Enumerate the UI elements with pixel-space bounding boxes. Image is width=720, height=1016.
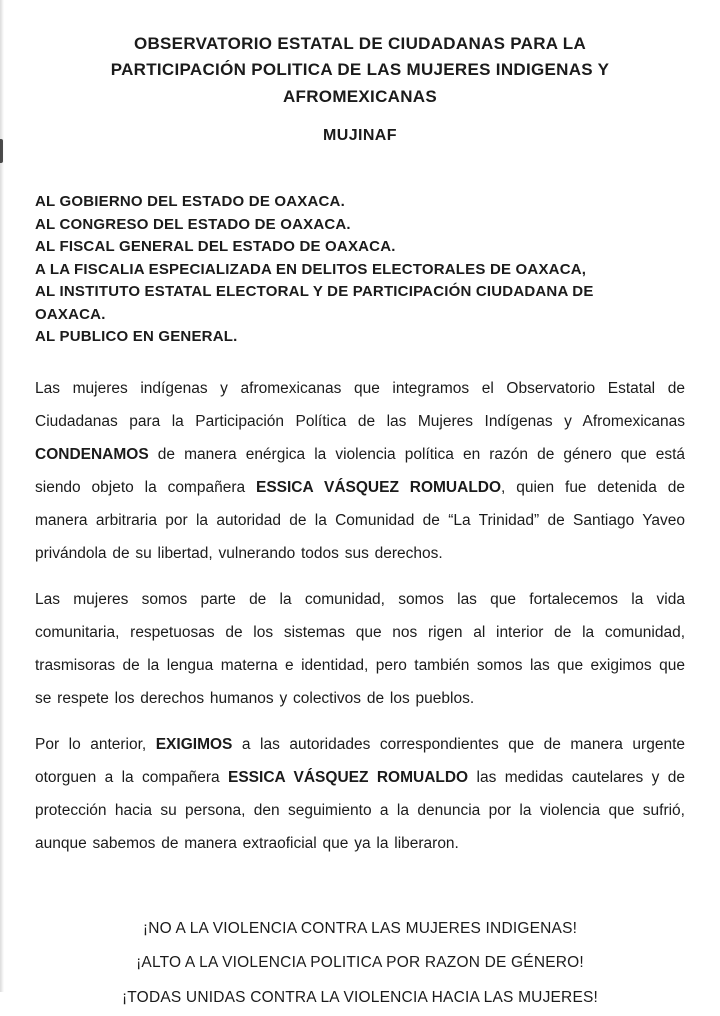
paragraph-text: , quien fue detenida de manera arbitraria por la autoridad de la Comunidad de “La Trinidad” de Santiago Yaveo privándola de su libertad, vulnerando todos sus derechos. (35, 478, 685, 562)
paragraph-text: Las mujeres indígenas y afromexicanas que integramos el Observatorio Estatal de Ciudadanas para la Participación Política de las Mujeres Indígenas y Afromexicanas (35, 379, 685, 430)
paragraph-community (35, 583, 685, 715)
emphasis-person-name: ESSICA VÁSQUEZ ROMUALDO (255, 478, 502, 496)
addressee-line: AL GOBIERNO DEL ESTADO DE OAXACA. (35, 193, 345, 211)
title-line-1: OBSERVATORIO ESTATAL DE CIUDADANAS PARA LA (133, 34, 587, 53)
slogan-line: ¡ALTO A LA VIOLENCIA POLITICA POR RAZON DE GÉNERO! (136, 954, 584, 972)
title-line-2: PARTICIPACIÓN POLITICA DE LAS MUJERES INDIGENAS Y (110, 60, 610, 80)
paragraph-text: a las autoridades correspondientes que de manera urgente otorguen a la compañera (35, 735, 685, 786)
paragraph-condemnation (35, 372, 685, 570)
paragraph-text: las medidas cautelares y de protección hacia su persona, den seguimiento a la denuncia por la violencia que sufrió, aunque sabemos de manera extraoficial que ya la liberaron. (35, 768, 685, 852)
emphasis-exigimos: EXIGIMOS (155, 735, 233, 753)
addressee-line: A LA FISCALIA ESPECIALIZADA EN DELITOS ELECTORALES DE OAXACA, (35, 260, 587, 278)
addressee-line: AL FISCAL GENERAL DEL ESTADO DE OAXACA. (35, 238, 396, 256)
addressee-line: AL PUBLICO EN GENERAL. (35, 328, 238, 346)
paragraph-text: de manera enérgica la violencia política en razón de género que está siendo objeto la compañera (35, 445, 685, 496)
organization-acronym: MUJINAF (323, 127, 397, 145)
scan-artifact-mark (0, 139, 3, 163)
addressee-line: OAXACA. (35, 305, 106, 323)
paragraph-text: Las mujeres somos parte de la comunidad, somos las que fortalecemos la vida comunitaria, respetuosas de los sistemas que nos rigen al interior de la comunidad, trasmisoras de la lengua materna e identidad, pero también somos las que exigimos que se respete los derechos humanos y colectivos de los pueblos. (35, 590, 685, 707)
paragraph-text: Por lo anterior, (35, 735, 156, 753)
slogan-line: ¡NO A LA VIOLENCIA CONTRA LAS MUJERES INDIGENAS! (142, 919, 578, 937)
slogan-line: ¡TODAS UNIDAS CONTRA LA VIOLENCIA HACIA LAS MUJERES! (121, 989, 599, 1007)
title-line-3: AFROMEXICANAS (282, 86, 438, 106)
emphasis-person-name: ESSICA VÁSQUEZ ROMUALDO (228, 768, 469, 786)
slogan-block (35, 912, 685, 1016)
addressee-line: AL INSTITUTO ESTATAL ELECTORAL Y DE PARTICIPACIÓN CIUDADANA DE (35, 283, 594, 301)
emphasis-condenamos: CONDENAMOS (35, 445, 149, 463)
document-title (35, 31, 685, 110)
paragraph-demand (35, 728, 685, 860)
addressee-list (35, 191, 685, 349)
addressee-line: AL CONGRESO DEL ESTADO DE OAXACA. (35, 215, 351, 233)
